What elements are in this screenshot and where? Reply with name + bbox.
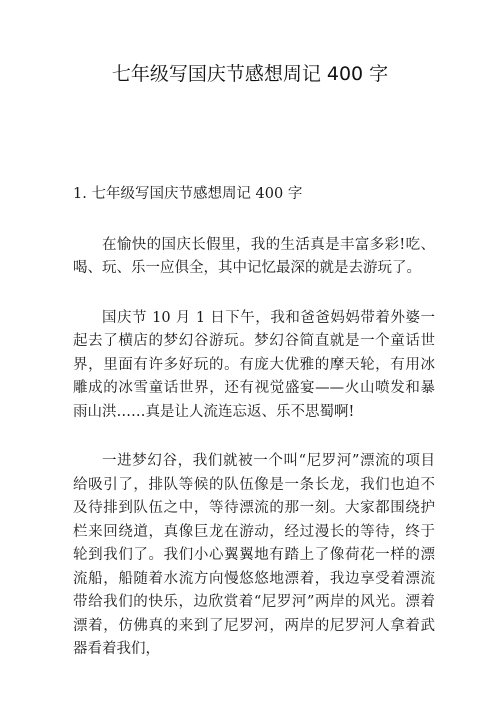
document-body: [73, 183, 435, 688]
section-heading: 1. 七年级写国庆节感想周记 400 字: [73, 186, 303, 202]
paragraph-2: 国庆节 10 月 1 日下午，我和爸爸妈妈带着外婆一起去了横店的梦幻谷游玩。梦幻谷简直就是一个童话世界，里面有许多好玩的。有庞大优雅的摩天轮，有用冰雕成的冰雪童话世界，还有视觉盛宴——火山喷发和暴雨山洪……真是让人流连忘返、乐不思蜀啊!: [73, 309, 435, 420]
paragraph-3: 一进梦幻谷，我们就被一个叫“尼罗河”漂流的项目给吸引了，排队等候的队伍像是一条长龙，我们也迫不及待排到队伍之中，等待漂流的那一刻。大家都围绕护栏来回绕道，真像巨龙在游动，经过漫长的等待，终于轮到我们了。我们小心翼翼地有踏上了像荷花一样的漂流船，船随着水流方向慢悠悠地漂着，我边享受着漂流带给我们的快乐，边欣赏着“尼罗河”两岸的风光。漂着漂着，仿佛真的来到了尼罗河，两岸的尼罗河人拿着武器看着我们，: [73, 453, 435, 657]
paragraph-1: 在愉快的国庆长假里，我的生活真是丰富多彩!吃、喝、玩、乐一应俱全，其中记忆最深的就是去游玩了。: [73, 236, 435, 276]
document-title: 七年级写国庆节感想周记 400 字: [111, 63, 389, 85]
